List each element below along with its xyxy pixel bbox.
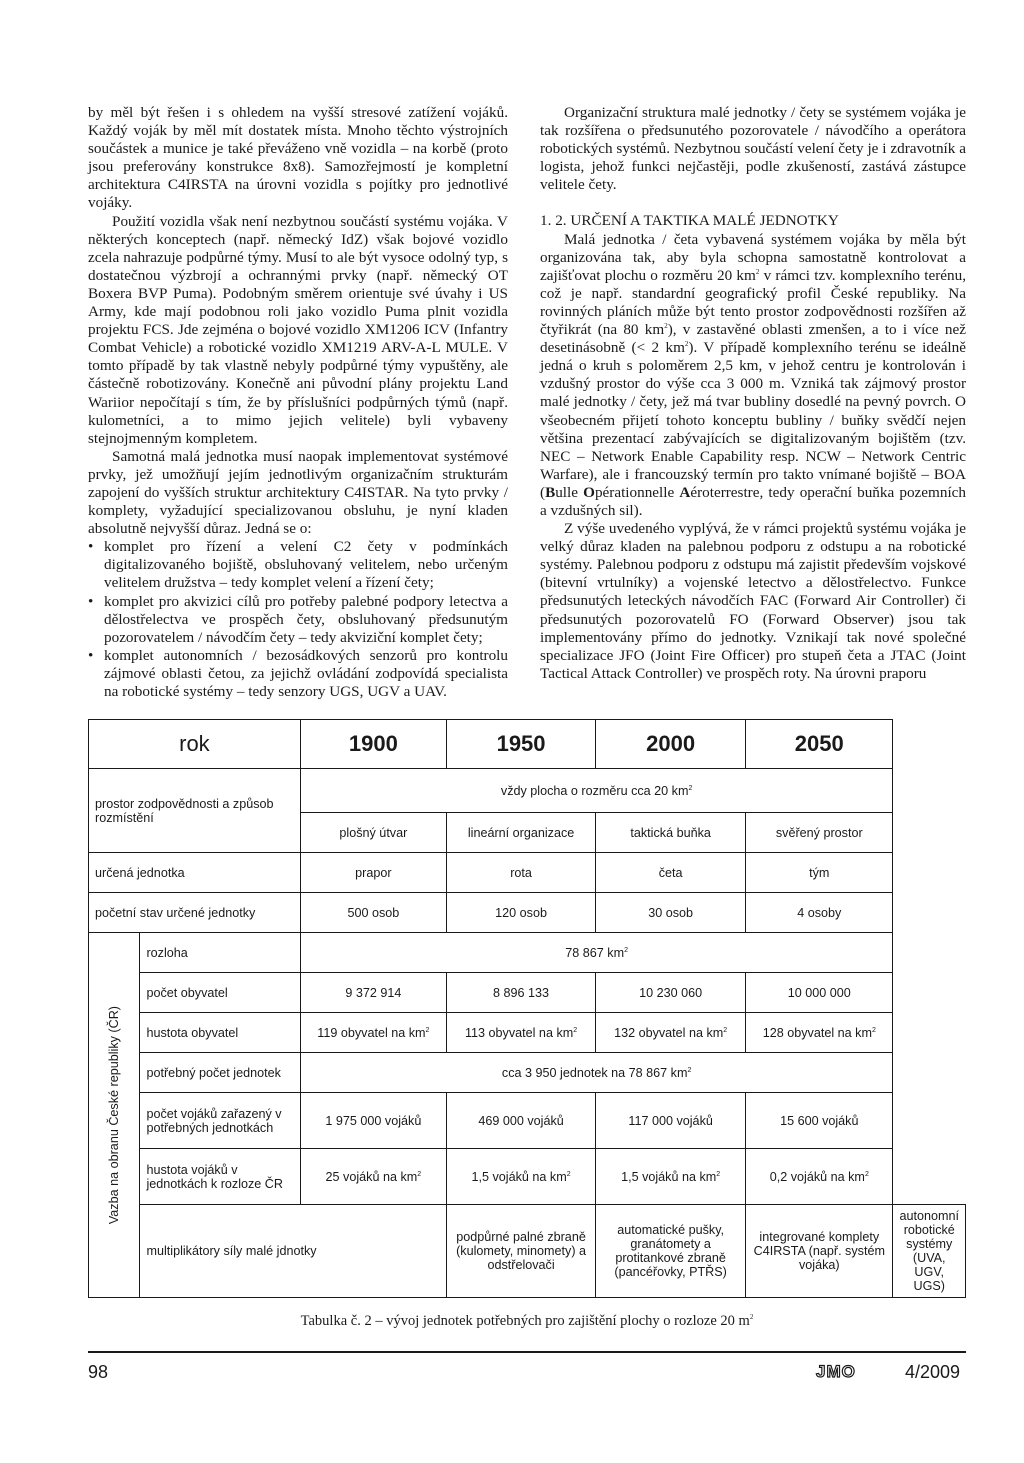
- table-row: [89, 1093, 966, 1149]
- table-cell: podpůrné palné zbraně (kulomety, minomety) a odstřelovači: [446, 1205, 595, 1298]
- left-text-column: [88, 104, 508, 701]
- bullet-list: [88, 538, 508, 701]
- journal-logo: JMO: [816, 1362, 856, 1381]
- paragraph: Organizační struktura malé jednotky / čety se systémem vojáka je tak rozšířena o předsunutého pozorovatele / návodčího a operátora robotických systémů. Nezbytnou součástí velení čety je i zdravotník a logista, jehož funkci nejčastěji, podle zkušeností, zastává zástupce velitele čety.: [540, 104, 966, 194]
- table-cell: 117 000 vojáků: [596, 1093, 746, 1149]
- bullet-item: • komplet pro akvizici cílů pro potřeby palebné podpory letectva a dělostřelectva ve prospěch čety, obsluhovaný předsunutým pozorovatelem / návodčím čety – tedy akviziční komplet čety;: [88, 593, 508, 647]
- row-label: potřebný počet jednotek: [140, 1053, 300, 1093]
- header-year: 1950: [446, 720, 595, 769]
- row-label: multiplikátory síly malé jdnotky: [140, 1205, 446, 1298]
- table-cell: 78 867 $km^2$: [300, 933, 893, 973]
- page-number: 98: [88, 1362, 109, 1382]
- table-cell: 4 osoby: [746, 893, 893, 933]
- table-row: [89, 933, 966, 973]
- row-label: hustota obyvatel: [140, 1013, 300, 1053]
- table-row: [89, 1205, 966, 1298]
- table-cell: integrované komplety C4IRSTA (např. systém vojáka): [746, 1205, 893, 1298]
- table-cell: prapor: [300, 853, 446, 893]
- bullet-item: • komplet autonomních / bezosádkových senzorů pro kontrolu zájmové oblasti četou, za jejichž ovládání zodpovídá specialista na robotické systémy – tedy senzory UGS, UGV a UAV.: [88, 647, 508, 701]
- row-label: počet obyvatel: [140, 973, 300, 1013]
- section-heading: 1. 2. URČENÍ A TAKTIKA MALÉ JEDNOTKY: [540, 212, 839, 230]
- table-row: [89, 1013, 966, 1053]
- table-cell: cca 3 950 jednotek na 78 867 $km^2$: [300, 1053, 893, 1093]
- table-cell: 1 975 000 vojáků: [300, 1093, 446, 1149]
- table-cell: vždy plocha o rozměru cca 20 $km^2$: [300, 769, 893, 813]
- header-rok: rok: [89, 720, 301, 769]
- table-row: [89, 893, 966, 933]
- table-cell: 25 vojáků na $km^2$: [300, 1149, 446, 1205]
- row-label: rozloha: [140, 933, 300, 973]
- table-cell: 9 372 914: [300, 973, 446, 1013]
- table-cell: autonomní robotické systémy (UVA, UGV, UGS): [893, 1205, 966, 1298]
- table-row: [89, 973, 966, 1013]
- table-row: [89, 1053, 966, 1093]
- table-cell: četa: [596, 853, 746, 893]
- row-label: hustota vojáků v jednotkách k rozloze ČR: [140, 1149, 300, 1205]
- bullet-item: • komplet pro řízení a velení C2 čety v podmínkách digitalizovaného bojiště, obsluhovaný velitelem, nebo určeným velitelem družstva – tedy komplet velení a řízení čety;: [88, 538, 508, 592]
- table-cell: 1,5 vojáků na $km^2$: [596, 1149, 746, 1205]
- table-cell: 15 600 vojáků: [746, 1093, 893, 1149]
- table-caption: Tabulka č. 2 – vývoj jednotek potřebných pro zajištění plochy o rozloze 20 $m^2$: [300, 1313, 754, 1329]
- table-cell: automatické pušky, granátomety a protitankové zbraně (pancéřovky, PTŘS): [596, 1205, 746, 1298]
- paragraph: by měl být řešen i s ohledem na vyšší stresové zatížení vojáků. Každý voják by měl mít dostatek místa. Mnoho těchto výstrojních součástek a munice je také převáženo vně vozidla – na korbě (proto jsou preferovány konstrukce 8x8). Samozřejmostí je kompletní architektura C4IRSTA na úrovni vozidla s pojítky pro jednotlivé vojáky.: [88, 104, 508, 212]
- table-row: [89, 1149, 966, 1205]
- table-header-row: [89, 720, 966, 769]
- table-cell: 10 230 060: [596, 973, 746, 1013]
- header-year: 1900: [300, 720, 446, 769]
- paragraph: Samotná malá jednotka musí naopak implementovat systémové prvky, jež umožňují jejím jednotlivým organizačním strukturám zapojení do vyšších struktur architektury C4ISTAR. Na tyto prvky / komplety, vyžadující specializovanou obsluhu, je nyní kladen absolutně nejvyšší důraz. Jedná se o:: [88, 447, 508, 538]
- paragraph: Použití vozidla však není nezbytnou součástí systému vojáka. V některých konceptech (např. německý IdZ) však bojové vozidlo zcela nahrazuje podpůrné týmy. Musí to ale být vysoce odolný typ, s dostatečnou výzbrojí a ochrannými prvky (např. německý OT Boxera BVP Puma). Podobným směrem orientuje své úvahy i US Army, kde mají podobnou roli jako vozidlo Puma plnit vozidla projektu FCS. Jde zejména o bojové vozidlo XM1206 ICV (Infantry Combat Vehicle) a robotické vozidlo XM1219 ARV-A-L MULE. V tomto případě by tak vlastně nebyly podpůrné týmy vypuštěny, ale částečně robotizovány. Konečně ani původní plány projektu Land Wariior nepočítají s tím, že by příslušníci podpůrných týmů (např. kulometníci, a to mimo jejich velitele) byli vybaveny stejnojmenným kompletem.: [88, 212, 508, 447]
- table-cell: tým: [746, 853, 893, 893]
- footer-divider: [88, 1351, 966, 1353]
- table-cell: 113 obyvatel na $km^2$: [446, 1013, 595, 1053]
- table-cell: rota: [446, 853, 595, 893]
- issue-number: 4/2009: [905, 1362, 961, 1382]
- table-cell: taktická buňka: [596, 813, 746, 853]
- paragraph: Malá jednotka / četa vybavená systémem vojáka by měla být organizována tak, aby byla schopna samostatně kontrolovat a zajišťovat plochu o rozměru 20 $km^2$ v rámci tzv. komplexního terénu, což je např. standardní geografický profil České republiky. Na rovinných pláních může být tento prostor zodpovědnosti rozšířen až čtyřikrát (na 80 $km^2$), v zastavěné oblasti zmenšen, a to i více než desetinásobně (< 2 $km^2$). V případě komplexního terénu se ideálně jedná o kruh s poloměrem 2,5 km, v jehož centru je kontrolován i vzdušný prostor do výše cca 3 000 m. Vzniká tak zájmový prostor malé jednotky / čety, jež má tvar bubliny dosedlé na pevný povrch. O všeobecném přijetí tohoto konceptu bubliny / buňky svědčí nejen většina prezentací zabývajících se digitalizovaným bojištěm (tzv. NEC – Network Enable Capability resp. NCW – Network Centric Warfare), ale i francouzský termín pro takto vnímané bojiště – BOA (Bulle Opérationnelle Aéroterrestre, tedy operační buňka pozemních a vzdušných sil).: [540, 230, 966, 519]
- table-cell: 132 obyvatel na $km^2$: [596, 1013, 746, 1053]
- data-table: [88, 719, 966, 1298]
- table-row: [89, 769, 966, 813]
- table-cell: svěřený prostor: [746, 813, 893, 853]
- header-year: 2050: [746, 720, 893, 769]
- table-cell: plošný útvar: [300, 813, 446, 853]
- table-cell: 30 osob: [596, 893, 746, 933]
- table-cell: 119 obyvatel na $km^2$: [300, 1013, 446, 1053]
- table-row: [89, 853, 966, 893]
- row-label: prostor zodpovědnosti a způsob rozmístění: [89, 769, 301, 853]
- table-cell: 10 000 000: [746, 973, 893, 1013]
- table-cell: 120 osob: [446, 893, 595, 933]
- row-label: určená jednotka: [89, 853, 301, 893]
- table-cell: 128 obyvatel na $km^2$: [746, 1013, 893, 1053]
- table-cell: 500 osob: [300, 893, 446, 933]
- right-text-column: [540, 104, 966, 683]
- table-cell: 0,2 vojáků na $km^2$: [746, 1149, 893, 1205]
- row-label: početní stav určené jednotky: [89, 893, 301, 933]
- paragraph: Z výše uvedeného vyplývá, že v rámci projektů systému vojáka je velký důraz kladen na palebnou podporu z odstupu a na robotické systémy. Palebnou podporu z odstupu má zajistit především vojskové (bitevní vrtulníky) a vojenské letectvo a dělostřelectvo. Funkce předsunutých leteckých návodčích FAC (Forward Air Controller) či předsunutých pozorovatelů FO (Forward Observer) jsou tak implementovány přímo do jednotky. Vznikají tak nové společné specializace JFO (Joint Fire Officer) pro stupeň četa a JTAC (Joint Tactical Attack Controller) ve prospěch roty. Na úrovni praporu: [540, 520, 966, 682]
- table-cell: 8 896 133: [446, 973, 595, 1013]
- table-cell: 1,5 vojáků na $km^2$: [446, 1149, 595, 1205]
- table-cell: lineární organizace: [446, 813, 595, 853]
- vertical-group-label: Vazba na obranu České republiky (ČR): [89, 933, 140, 1298]
- row-label: počet vojáků zařazený v potřebných jednotkách: [140, 1093, 300, 1149]
- header-year: 2000: [596, 720, 746, 769]
- table-cell: 469 000 vojáků: [446, 1093, 595, 1149]
